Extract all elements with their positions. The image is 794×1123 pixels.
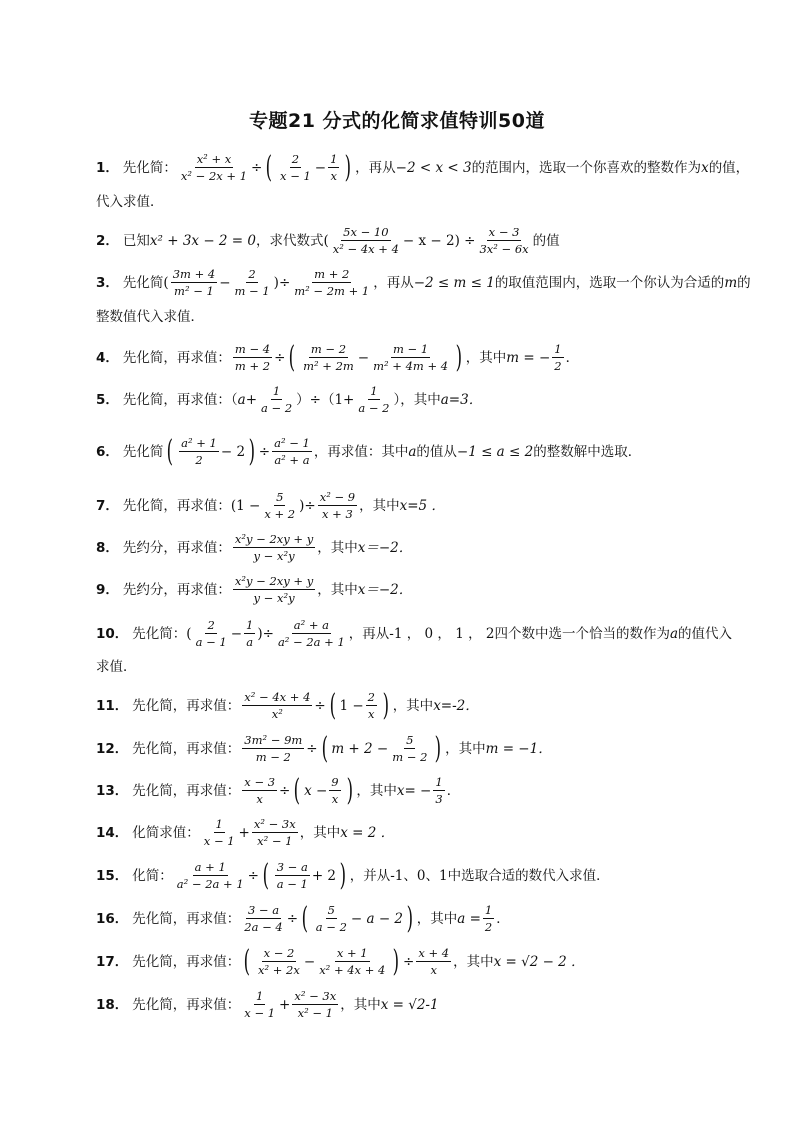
problem-number: 1． bbox=[96, 159, 119, 176]
math-expression: x＝−2． bbox=[357, 539, 413, 556]
paren-left: ( bbox=[321, 730, 328, 766]
problem-text: 已知 bbox=[122, 232, 150, 249]
problem-text: 先化简，再求值： bbox=[122, 497, 231, 514]
problem-12 bbox=[96, 730, 702, 766]
paren-left: ( bbox=[329, 687, 336, 723]
fraction: $\frac{x - 3}{\text{3x² − 6x}}$ bbox=[479, 225, 529, 256]
problem-1-continuation: 代入求值． bbox=[96, 194, 164, 210]
paren-right: ) bbox=[346, 772, 353, 808]
math-expression: a=3． bbox=[440, 391, 483, 408]
problem-text: 先化简，再求值： bbox=[132, 953, 241, 970]
fraction: $\frac{x - 3}{x}$ bbox=[244, 775, 276, 806]
problem-text: ，其中 bbox=[359, 497, 400, 514]
math-expression: x=5 ． bbox=[399, 497, 445, 514]
problem-1 bbox=[96, 149, 750, 185]
problem-3-continuation: 整数值代入求值． bbox=[96, 309, 204, 325]
problem-text: 先化简，再求值： bbox=[132, 740, 241, 757]
problem-17 bbox=[96, 943, 702, 979]
problem-text: ，其中 bbox=[340, 996, 381, 1013]
problem-9 bbox=[96, 574, 702, 605]
paren-left: ( bbox=[265, 149, 273, 185]
problem-text: 先化简：( bbox=[132, 625, 192, 642]
fraction: $\frac{m + 2}{\text{m² − 2m + 1}}$ bbox=[294, 267, 370, 298]
problem-number: 10． bbox=[96, 625, 129, 642]
paren-right: ) bbox=[392, 943, 400, 979]
paren-left: ( bbox=[301, 900, 309, 936]
math-expression: a = bbox=[457, 910, 481, 927]
problem-text: ），其中 bbox=[393, 391, 441, 408]
problem-text: ，再求值：其中 bbox=[313, 443, 409, 460]
math-expression: m = − bbox=[506, 349, 551, 366]
problem-text: 先化简，再求值： bbox=[132, 910, 241, 927]
problem-8 bbox=[96, 532, 702, 563]
fraction: $\frac{\text{a² + 1}}{2}$ bbox=[181, 436, 217, 467]
problem-number: 2． bbox=[96, 232, 119, 249]
problem-text: ． bbox=[565, 349, 580, 366]
fraction: $\frac{1}{a - 2}$ bbox=[261, 384, 293, 415]
problem-text: 先化简，再求值： bbox=[122, 349, 231, 366]
fraction: $\frac{1}{x}$ bbox=[330, 152, 338, 183]
problem-text: ，并从-1、0、1中选取合适的数代入求值． bbox=[349, 867, 610, 884]
problem-number: 8． bbox=[96, 539, 119, 556]
paren-left: ( bbox=[289, 339, 296, 375]
problem-number: 14． bbox=[96, 824, 129, 841]
operator: − bbox=[219, 274, 231, 291]
paren-right: ) bbox=[455, 339, 463, 375]
operator: − bbox=[357, 349, 370, 366]
math-expression: m = −1． bbox=[485, 740, 552, 757]
problem-text: ，求代数式( bbox=[256, 232, 329, 249]
problem-text: ，其中 bbox=[465, 349, 507, 366]
problem-number: 17． bbox=[96, 953, 129, 970]
math-expression: x＝−2． bbox=[357, 581, 413, 598]
operator: − bbox=[303, 953, 316, 970]
problem-16 bbox=[96, 900, 702, 936]
problem-text: 的值从 bbox=[416, 443, 457, 460]
problem-text: 四个数中选一个恰当的数作为 bbox=[494, 625, 670, 642]
fraction: $\frac{\text{x² − 3x}}{\text{x² − 1}}$ bbox=[253, 817, 296, 848]
page-title: 专题21 分式的化简求值特训50道 bbox=[249, 110, 545, 132]
operator: )÷ bbox=[273, 274, 291, 291]
fraction: $\frac{m - 2}{\text{m² + 2m}}$ bbox=[303, 342, 354, 373]
fraction: $\frac{x + 4}{x}$ bbox=[418, 946, 450, 977]
fraction: $\frac{1}{2}$ bbox=[484, 903, 493, 934]
fraction: $\frac{3 - a}{2a - 4}$ bbox=[244, 903, 283, 934]
problem-text: 的值 bbox=[532, 232, 560, 249]
fraction: $\frac{\text{x² − 3x}}{\text{x² − 1}}$ bbox=[294, 989, 337, 1020]
operator: ÷ bbox=[286, 910, 299, 927]
problem-number: 6． bbox=[96, 443, 119, 460]
problem-text: ． bbox=[496, 910, 510, 927]
problem-text: ． bbox=[446, 782, 461, 799]
problem-number: 3． bbox=[96, 274, 119, 291]
fraction: $\frac{2}{a - 1}$ bbox=[195, 618, 227, 649]
problem-11 bbox=[96, 687, 702, 723]
fraction: $\frac{3m + 4}{\text{m² − 1}}$ bbox=[172, 267, 216, 298]
operator: ÷ bbox=[306, 740, 318, 757]
fraction: $\frac{2}{x - 1}$ bbox=[280, 152, 311, 183]
problem-text: ，其中 bbox=[356, 782, 397, 799]
problem-number: 15． bbox=[96, 867, 129, 884]
problem-5 bbox=[96, 384, 702, 415]
fraction: $\frac{5}{m - 2}$ bbox=[392, 733, 428, 764]
paren-left: ( bbox=[293, 772, 301, 808]
problem-number: 11． bbox=[96, 697, 129, 714]
operator: − 2 bbox=[220, 443, 246, 460]
problem-text: ，其中 bbox=[299, 824, 341, 841]
math-expression: −2 ≤ m ≤ 1 bbox=[413, 274, 495, 291]
fraction: $\frac{5}{a - 2}$ bbox=[315, 903, 347, 934]
problem-text: 先约分，再求值： bbox=[122, 581, 231, 598]
operator: ÷ bbox=[314, 697, 326, 714]
problem-text: 先化简： bbox=[122, 159, 177, 176]
problem-text: 化简： bbox=[132, 867, 173, 884]
math-expression: − a − 2 bbox=[350, 910, 404, 927]
paren-left: ( bbox=[243, 943, 251, 979]
problem-text: ，再从 bbox=[373, 274, 414, 291]
math-expression: -1 ， 0 ， 1 ， 2 bbox=[389, 625, 495, 642]
fraction: $\frac{2}{x}$ bbox=[367, 690, 375, 721]
problem-number: 9． bbox=[96, 581, 119, 598]
fraction: $\frac{5}{x + 2}$ bbox=[264, 490, 296, 521]
fraction: $\frac{\text{x²y − 2xy + y}}{\text{y − x²y}}$ bbox=[234, 574, 314, 605]
fraction: $\frac{1}{2}$ bbox=[554, 342, 562, 373]
math-expression: 1 − bbox=[339, 697, 364, 714]
problem-number: 13． bbox=[96, 782, 129, 799]
paren-right: ) bbox=[435, 730, 442, 766]
operator: ÷ bbox=[247, 867, 259, 884]
problem-text: 的范围内，选取一个你喜欢的整数作为 bbox=[471, 159, 702, 176]
fraction: $\frac{5x - 10}{\text{x² − 4x + 4}}$ bbox=[332, 225, 399, 256]
problem-text: 先约分，再求值： bbox=[122, 539, 231, 556]
problem-text: 先化简 bbox=[122, 443, 164, 460]
problem-text: 的值代入 bbox=[678, 625, 733, 642]
problem-text: 的取值范围内，选取一个你认为合适的 bbox=[494, 274, 725, 291]
paren-right: ) bbox=[382, 687, 390, 723]
operator: )÷ bbox=[299, 497, 316, 514]
fraction: $\frac{m - 4}{m + 2}$ bbox=[234, 342, 271, 373]
operator: ÷ bbox=[274, 349, 286, 366]
fraction: $\frac{1}{x - 1}$ bbox=[203, 817, 235, 848]
operator: ÷ bbox=[279, 782, 291, 799]
math-variable: x bbox=[701, 159, 709, 176]
math-expression: x = √2-1 bbox=[380, 996, 439, 1013]
problem-text: 先化简( bbox=[122, 274, 169, 291]
math-expression: x=-2． bbox=[433, 697, 479, 714]
operator: ÷ bbox=[403, 953, 415, 970]
problem-text: 先化简，再求值： bbox=[132, 782, 241, 799]
problem-text: 先化简，再求值： bbox=[132, 697, 241, 714]
problem-number: 12． bbox=[96, 740, 129, 757]
problem-2 bbox=[96, 225, 702, 256]
problem-text: ，再从 bbox=[355, 159, 396, 176]
fraction: $\frac{2}{m - 1}$ bbox=[234, 267, 270, 298]
problem-number: 18． bbox=[96, 996, 129, 1013]
math-variable: m bbox=[724, 274, 738, 291]
math-expression: x² + 3x − 2 = 0 bbox=[149, 232, 256, 249]
operator: − bbox=[314, 159, 327, 176]
fraction: $\frac{\text{3m² − 9m}}{m - 2}$ bbox=[244, 733, 303, 764]
fraction: $\frac{\text{x²y − 2xy + y}}{\text{y − x²y}}$ bbox=[234, 532, 314, 563]
paren-left: ( bbox=[167, 433, 174, 469]
problem-text: 化简求值： bbox=[132, 824, 200, 841]
fraction: $\frac{\text{x² + x}}{\text{x² − 2x + 1}}$ bbox=[180, 152, 248, 183]
problem-text: ，其中 bbox=[317, 539, 358, 556]
math-expression: + 2 bbox=[311, 867, 337, 884]
problem-text: ，其中 bbox=[416, 910, 458, 927]
problem-number: 5． bbox=[96, 391, 119, 408]
math-expression: − x − 2) ÷ bbox=[402, 232, 476, 249]
operator: ÷ bbox=[251, 159, 263, 176]
operator: + bbox=[279, 996, 291, 1013]
math-variable: a bbox=[408, 443, 417, 460]
math-expression: a+ bbox=[237, 391, 258, 408]
problem-text: 先化简，再求值： bbox=[132, 996, 241, 1013]
fraction: $\frac{9}{x}$ bbox=[331, 775, 339, 806]
math-expression: x = 2 ． bbox=[340, 824, 395, 841]
fraction: $\frac{1}{a - 2}$ bbox=[358, 384, 390, 415]
problem-number: 16． bbox=[96, 910, 129, 927]
fraction: $\frac{1}{a}$ bbox=[246, 618, 254, 649]
problem-text: ，其中 bbox=[453, 953, 494, 970]
math-expression: x − bbox=[304, 782, 328, 799]
problem-text: ，其中 bbox=[392, 697, 434, 714]
math-expression: ）÷（1+ bbox=[296, 391, 355, 408]
operator: + bbox=[238, 824, 250, 841]
problem-4 bbox=[96, 339, 702, 375]
problem-text: 的值， bbox=[708, 159, 750, 176]
problem-text: ，其中 bbox=[317, 581, 358, 598]
fraction: $\frac{3 - a}{a - 1}$ bbox=[276, 860, 308, 891]
problem-15 bbox=[96, 857, 702, 893]
math-expression: −2 < x < 3 bbox=[395, 159, 472, 176]
problem-text: ，其中 bbox=[445, 740, 486, 757]
math-expression: −1 ≤ a ≤ 2 bbox=[456, 443, 534, 460]
fraction: $\frac{\text{a² − 1}}{\text{a² + a}}$ bbox=[274, 436, 310, 467]
math-expression: (1 − bbox=[230, 497, 261, 514]
fraction: $\frac{a + 1}{\text{a² − 2a + 1}}$ bbox=[176, 860, 244, 891]
fraction: $\frac{\text{x² − 9}}{x + 3}$ bbox=[319, 490, 356, 521]
problem-14 bbox=[96, 817, 702, 848]
operator: ÷ bbox=[258, 443, 271, 460]
paren-right: ) bbox=[248, 433, 256, 469]
paren-right: ) bbox=[345, 149, 352, 185]
fraction: $\frac{1}{x - 1}$ bbox=[244, 989, 276, 1020]
math-expression: m + 2 − bbox=[331, 740, 389, 757]
math-expression: x= − bbox=[396, 782, 432, 799]
math-variable: a bbox=[669, 625, 679, 642]
operator: − bbox=[230, 625, 243, 642]
problem-3 bbox=[96, 267, 751, 298]
problem-10-continuation: 求值． bbox=[96, 659, 137, 675]
paren-left: ( bbox=[262, 857, 270, 893]
fraction: $\frac{x - 2}{\text{x² + 2x}}$ bbox=[258, 946, 300, 977]
problem-13 bbox=[96, 772, 702, 808]
problem-7 bbox=[96, 490, 702, 521]
fraction: $\frac{x + 1}{\text{x² + 4x + 4}}$ bbox=[319, 946, 386, 977]
fraction: $\frac{1}{3}$ bbox=[435, 775, 443, 806]
problem-number: 4． bbox=[96, 349, 119, 366]
paren-right: ) bbox=[339, 857, 347, 893]
problem-text: 的整数解中选取． bbox=[533, 443, 642, 460]
problem-18 bbox=[96, 989, 702, 1020]
paren-right: ) bbox=[406, 900, 414, 936]
fraction: $\frac{m - 1}{\text{m² + 4m + 4}}$ bbox=[373, 342, 449, 373]
problem-6 bbox=[96, 433, 702, 469]
fraction: $\frac{\text{a² + a}}{\text{a² − 2a + 1}}$ bbox=[277, 618, 345, 649]
fraction: $\frac{\text{x² − 4x + 4}}{\text{x²}}$ bbox=[244, 690, 311, 721]
problem-number: 7． bbox=[96, 497, 119, 514]
problem-text: 先化简，再求值：（ bbox=[122, 391, 238, 408]
problem-text: ，再从 bbox=[348, 625, 390, 642]
problem-10 bbox=[96, 618, 733, 649]
math-expression: x = √2 − 2 ． bbox=[493, 953, 585, 970]
problem-text: 的 bbox=[737, 274, 751, 291]
operator: )÷ bbox=[257, 625, 274, 642]
